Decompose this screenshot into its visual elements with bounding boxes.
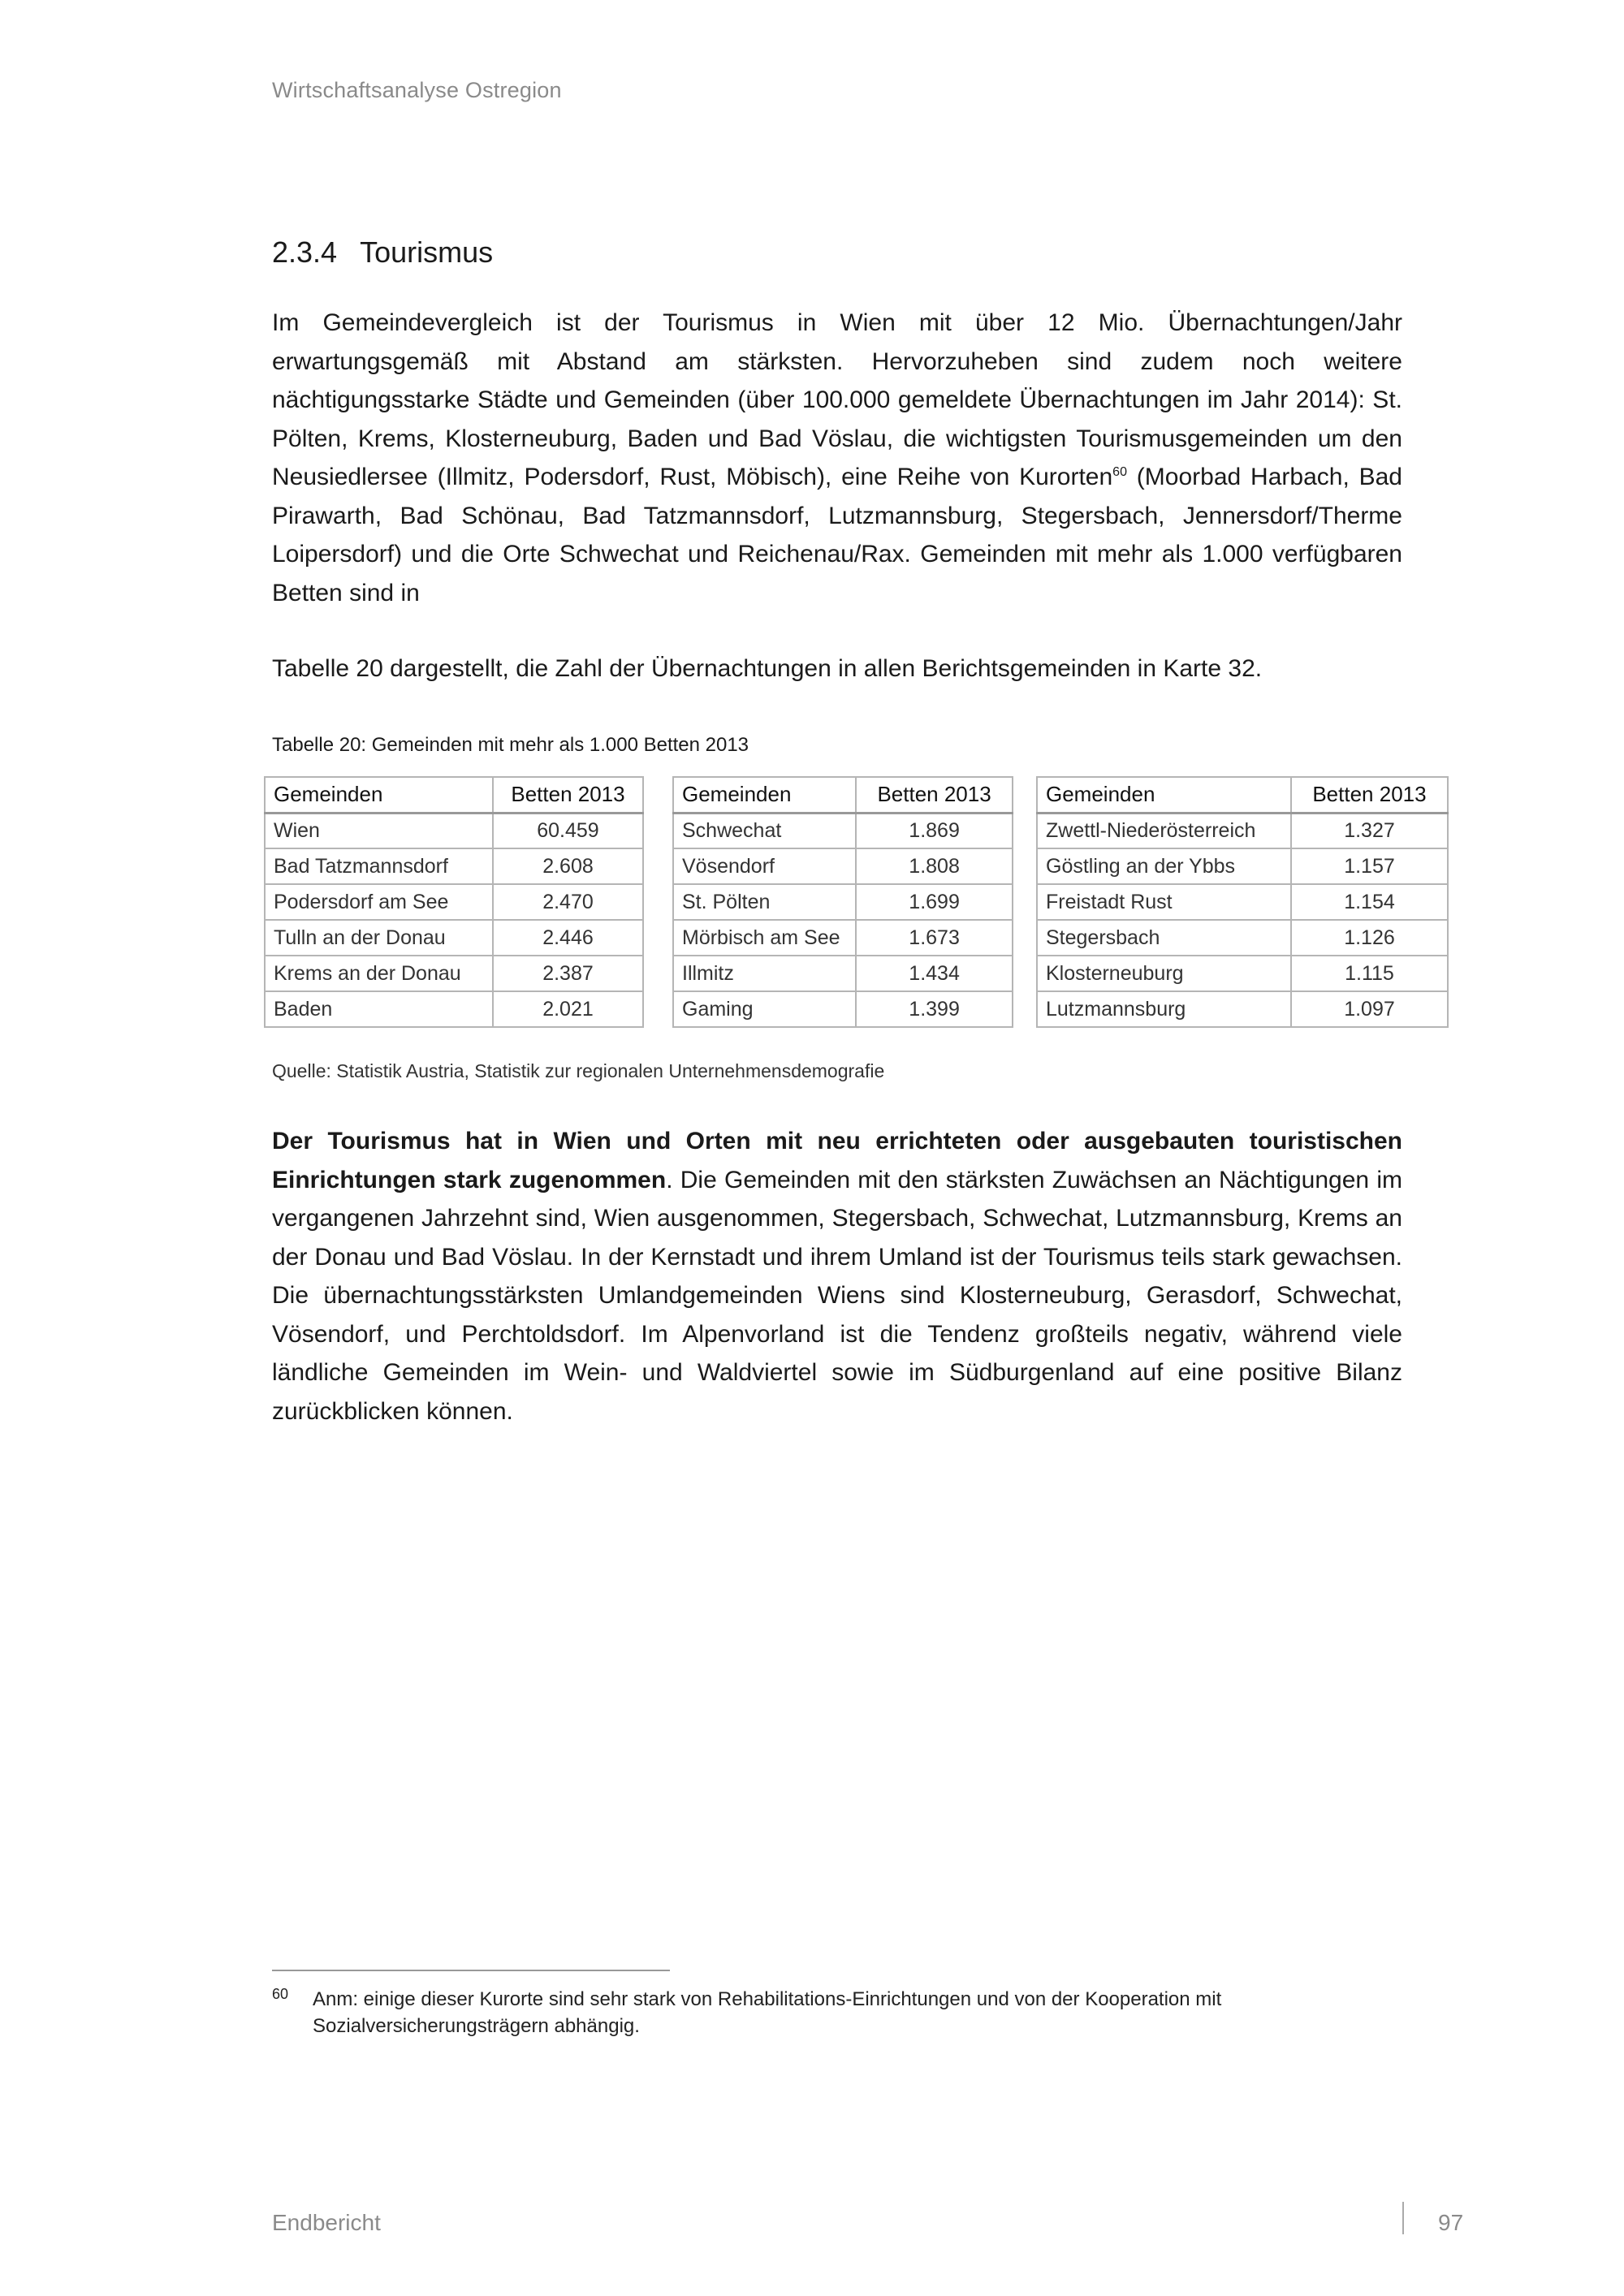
table-row — [1037, 813, 1448, 848]
beds-cell: 1.157 — [1291, 848, 1448, 884]
table-header-row — [673, 777, 1013, 813]
column-header-beds: Betten 2013 — [856, 777, 1013, 813]
municipality-cell: Göstling an der Ybbs — [1037, 848, 1291, 884]
beds-cell: 2.608 — [493, 848, 643, 884]
intro-text-part1: Im Gemeindevergleich ist der Tourismus in Wien mit über 12 Mio. Übernachtungen/Jahr erwartungsgemäß mit Abstand am stärksten. Hervorzuheben sind zudem noch weitere nächtigungsstarke Städte und Gemeinden (über 100.000 gemeldete Übernachtungen im Jahr 2014): St. Pölten, Krems, Klosterneuburg, Baden und Bad Vöslau, die wichtigsten Tourismusgemeinden um den Neusiedlersee (Illmitz, Podersdorf, Rust, Möbisch), eine Reihe von Kurorten — [272, 309, 1402, 490]
beds-cell: 2.446 — [493, 920, 643, 956]
footer-label: Endbericht — [272, 2210, 381, 2235]
municipality-cell: Lutzmannsburg — [1037, 991, 1291, 1027]
table-row — [265, 813, 643, 848]
footnote-separator — [272, 1970, 670, 1971]
section-number: 2.3.4 — [272, 235, 338, 269]
intro-paragraph — [272, 304, 1402, 612]
table-row — [1037, 884, 1448, 920]
beds-cell: 2.387 — [493, 956, 643, 991]
beds-cell: 1.399 — [856, 991, 1013, 1027]
table-row — [1037, 920, 1448, 956]
table-row — [673, 956, 1013, 991]
beds-cell: 1.154 — [1291, 884, 1448, 920]
table-row — [265, 956, 643, 991]
beds-table-1 — [264, 776, 644, 1028]
footnote-reference[interactable]: 60 — [1112, 465, 1127, 479]
municipality-cell: Schwechat — [673, 813, 856, 848]
municipality-cell: Stegersbach — [1037, 920, 1291, 956]
municipality-cell: Illmitz — [673, 956, 856, 991]
municipality-cell: Vösendorf — [673, 848, 856, 884]
beds-cell: 1.097 — [1291, 991, 1448, 1027]
table-row — [673, 813, 1013, 848]
column-header-municipality: Gemeinden — [673, 777, 856, 813]
beds-table-3 — [1036, 776, 1449, 1028]
municipality-cell: Gaming — [673, 991, 856, 1027]
beds-cell: 1.434 — [856, 956, 1013, 991]
column-header-municipality: Gemeinden — [1037, 777, 1291, 813]
running-header: Wirtschaftsanalyse Ostregion — [272, 78, 562, 102]
intro-text-part2: (Moorbad Harbach, Bad Pirawarth, Bad Schönau, Bad Tatzmannsdorf, Lutzmannsburg, Stegersbach, Jennersdorf/Therme Loipersdorf) und die Orte Schwechat und Reichenau/Rax. Gemeinden mit mehr als 1.000 verfügbaren Betten sind in — [272, 464, 1402, 606]
municipality-cell: Bad Tatzmannsdorf — [265, 848, 493, 884]
table-row — [1037, 991, 1448, 1027]
table-row — [673, 991, 1013, 1027]
municipality-cell: Krems an der Donau — [265, 956, 493, 991]
municipality-cell: St. Pölten — [673, 884, 856, 920]
beds-cell: 1.126 — [1291, 920, 1448, 956]
growth-paragraph-text: . Die Gemeinden mit den stärksten Zuwächsen an Nächtigungen im vergangenen Jahrzehnt sind, Wien ausgenommen, Stegersbach, Schwechat, Lutzmannsburg, Krems an der Donau und Bad Vöslau. In der Kernstadt und ihrem Umland ist der Tourismus teils stark gewachsen. Die übernachtungsstärksten Umlandgemeinden Wiens sind Klosterneuburg, Gerasdorf, Schwechat, Vösendorf, und Perchtoldsdorf. Im Alpenvorland ist die Tendenz großteils negativ, während viele ländliche Gemeinden im Wein- und Waldviertel sowie im Südburgenland auf eine positive Bilanz zurückblicken können. — [272, 1166, 1402, 1425]
table-row — [265, 848, 643, 884]
section-heading — [272, 235, 493, 270]
beds-cell: 2.470 — [493, 884, 643, 920]
growth-paragraph-bold-lead: Der Tourismus hat in Wien und Orten mit neu errichteten oder ausgebauten touristischen Einrichtungen stark zugenommen — [272, 1128, 1402, 1193]
table-caption: Tabelle 20: Gemeinden mit mehr als 1.000 Betten 2013 — [272, 734, 749, 756]
column-header-municipality: Gemeinden — [265, 777, 493, 813]
section-title: Tourismus — [360, 235, 494, 269]
growth-paragraph — [272, 1122, 1402, 1431]
municipality-cell: Tulln an der Donau — [265, 920, 493, 956]
beds-cell: 60.459 — [493, 813, 643, 848]
beds-cell: 2.021 — [493, 991, 643, 1027]
table-row — [265, 991, 643, 1027]
table-row — [1037, 848, 1448, 884]
beds-cell: 1.699 — [856, 884, 1013, 920]
municipality-cell: Wien — [265, 813, 493, 848]
table-row — [265, 920, 643, 956]
beds-cell: 1.327 — [1291, 813, 1448, 848]
beds-cell: 1.673 — [856, 920, 1013, 956]
table-row — [1037, 956, 1448, 991]
municipality-cell: Podersdorf am See — [265, 884, 493, 920]
table-source-note: Quelle: Statistik Austria, Statistik zur regionalen Unternehmensdemografie — [272, 1060, 885, 1081]
municipality-cell: Klosterneuburg — [1037, 956, 1291, 991]
table-row — [265, 884, 643, 920]
table-header-row — [265, 777, 643, 813]
beds-cell: 1.869 — [856, 813, 1013, 848]
table-header-row — [1037, 777, 1448, 813]
beds-cell: 1.115 — [1291, 956, 1448, 991]
municipality-cell: Zwettl-Niederösterreich — [1037, 813, 1291, 848]
table-reference-paragraph: Tabelle 20 dargestellt, die Zahl der Übernachtungen in allen Berichtsgemeinden in Karte 32. — [272, 655, 1263, 682]
column-header-beds: Betten 2013 — [493, 777, 643, 813]
footnote-text: Anm: einige dieser Kurorte sind sehr stark von Rehabilitations-Einrichtungen und von der Kooperation mit Sozialversicherungsträgern abhängig. — [313, 1988, 1222, 2037]
table-row — [673, 884, 1013, 920]
municipality-cell: Baden — [265, 991, 493, 1027]
beds-table-2 — [672, 776, 1013, 1028]
municipality-cell: Mörbisch am See — [673, 920, 856, 956]
page-number: 97 — [1438, 2210, 1464, 2235]
table-row — [673, 920, 1013, 956]
footer-divider — [1402, 2202, 1404, 2234]
table-row — [673, 848, 1013, 884]
beds-cell: 1.808 — [856, 848, 1013, 884]
municipality-cell: Freistadt Rust — [1037, 884, 1291, 920]
footnote — [272, 1986, 1409, 2039]
footnote-number: 60 — [272, 1986, 289, 2002]
column-header-beds: Betten 2013 — [1291, 777, 1448, 813]
